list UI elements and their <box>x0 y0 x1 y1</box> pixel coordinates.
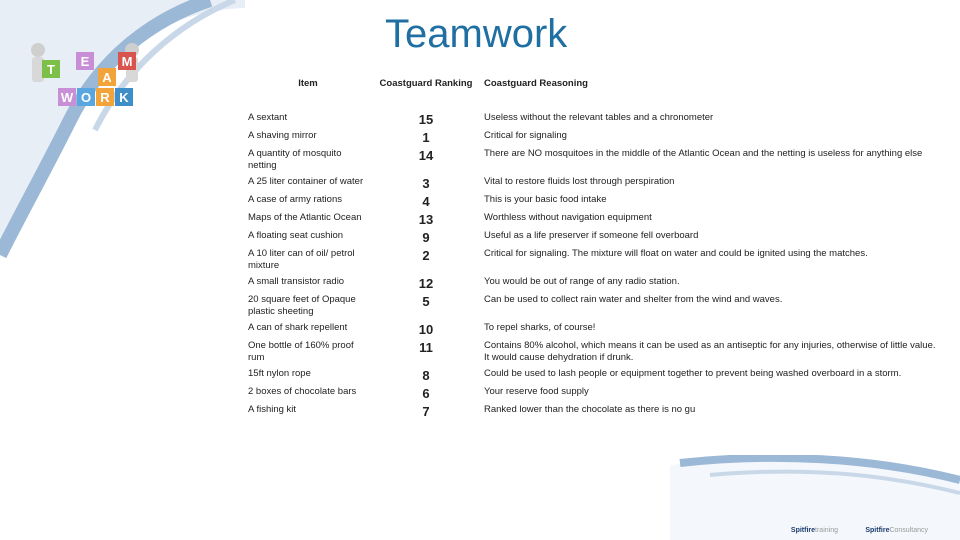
table-row <box>244 192 944 210</box>
item-cell: A sextant <box>248 112 288 123</box>
reason-cell: Worthless without navigation equipment <box>484 212 652 223</box>
reason-cell: Can be used to collect rain water and shelter from the wind and waves. <box>484 294 783 305</box>
rank-cell: 2 <box>422 248 430 263</box>
logo-letter: W <box>60 90 74 105</box>
reason-cell: Useless without the relevant tables and a chronometer <box>484 112 714 123</box>
item-cell: One bottle of 160% proof rum <box>248 340 354 363</box>
table-row <box>244 210 944 228</box>
rank-cell: 9 <box>422 230 430 245</box>
rank-cell: 14 <box>418 148 434 163</box>
table-row <box>244 402 944 420</box>
rank-cell: 13 <box>418 212 434 227</box>
item-cell: 15ft nylon rope <box>248 368 311 379</box>
reason-cell: Vital to restore fluids lost through perspiration <box>484 176 675 187</box>
slide-title: Teamwork <box>385 12 568 56</box>
ranking-table <box>244 74 944 420</box>
reason-cell: To repel sharks, of course! <box>484 322 596 333</box>
rank-cell: 11 <box>419 340 433 355</box>
item-cell: A floating seat cushion <box>248 230 344 241</box>
item-cell: Maps of the Atlantic Ocean <box>248 212 362 223</box>
table-row <box>244 384 944 402</box>
reason-cell: You would be out of range of any radio station. <box>484 276 680 287</box>
teamwork-logo <box>20 40 150 120</box>
reason-cell: Your reserve food supply <box>484 386 589 397</box>
table-row <box>244 274 944 292</box>
brand-name: Spitfire <box>865 527 890 534</box>
table-row <box>244 366 944 384</box>
rank-cell: 10 <box>418 322 434 337</box>
table-row <box>244 110 944 128</box>
table-row <box>244 174 944 192</box>
table-row <box>244 320 944 338</box>
column-header-ranking: Coastguard Ranking <box>379 78 473 89</box>
reason-cell: Critical for signaling. The mixture will float on water and could be ignited using the matches. <box>484 248 868 259</box>
table-row <box>244 228 944 246</box>
rank-cell: 4 <box>422 194 430 209</box>
item-cell: A case of army rations <box>248 194 342 205</box>
item-cell: A 10 liter can of oil/ petrol mixture <box>248 248 355 271</box>
reason-cell: Could be used to lash people or equipment together to prevent being washed overboard in a storm. <box>484 368 902 379</box>
decorative-swoosh-top-left <box>0 0 245 260</box>
logo-letter: O <box>80 90 92 105</box>
rank-cell: 1 <box>422 130 430 145</box>
column-header-reasoning: Coastguard Reasoning <box>484 78 588 89</box>
item-cell: A small transistor radio <box>248 276 345 287</box>
rank-cell: 6 <box>422 386 430 401</box>
brand-name: Spitfire <box>790 527 816 534</box>
logo-letter: M <box>121 54 133 69</box>
item-cell: 20 square feet of Opaque plastic sheeting <box>248 294 356 317</box>
reason-cell: There are NO mosquitoes in the middle of the Atlantic Ocean and the netting is useless for anything else <box>484 148 923 159</box>
spitfire-consultancy-logo <box>865 527 928 534</box>
table-row <box>244 246 944 274</box>
item-cell: A shaving mirror <box>248 130 317 141</box>
brand-suffix: training <box>815 527 838 534</box>
item-cell: A 25 liter container of water <box>248 176 364 187</box>
reason-cell: Critical for signaling <box>484 130 567 141</box>
rank-cell: 8 <box>422 368 430 383</box>
reason-cell: Contains 80% alcohol, which means it can be used as an antiseptic for any injuries, otherwise of little value. It would cause dehydration if drunk. <box>484 340 936 363</box>
logo-letter: K <box>119 90 129 105</box>
logo-letter: R <box>100 90 110 105</box>
item-cell: 2 boxes of chocolate bars <box>248 386 357 397</box>
reason-cell: This is your basic food intake <box>484 194 607 205</box>
table-row <box>244 146 944 174</box>
reason-cell: Ranked lower than the chocolate as there is no gu <box>484 404 696 415</box>
column-header-item: Item <box>298 78 318 89</box>
rank-cell: 7 <box>422 404 430 419</box>
table-row <box>244 128 944 146</box>
logo-letter: T <box>47 62 55 77</box>
logo-letter: E <box>80 54 90 69</box>
rank-cell: 12 <box>418 276 434 291</box>
table-row <box>244 338 944 366</box>
item-cell: A fishing kit <box>248 404 297 415</box>
reason-cell: Useful as a life preserver if someone fell overboard <box>484 230 699 241</box>
table-row <box>244 292 944 320</box>
rank-cell: 3 <box>422 176 430 191</box>
spitfire-training-logo <box>791 527 838 534</box>
item-cell: A quantity of mosquito netting <box>248 148 342 171</box>
brand-suffix: Consultancy <box>889 527 928 534</box>
item-cell: A can of shark repellent <box>248 322 348 333</box>
rank-cell: 15 <box>418 112 434 127</box>
table-header-row <box>244 74 944 110</box>
logo-letter: A <box>102 70 112 85</box>
rank-cell: 5 <box>422 294 430 309</box>
